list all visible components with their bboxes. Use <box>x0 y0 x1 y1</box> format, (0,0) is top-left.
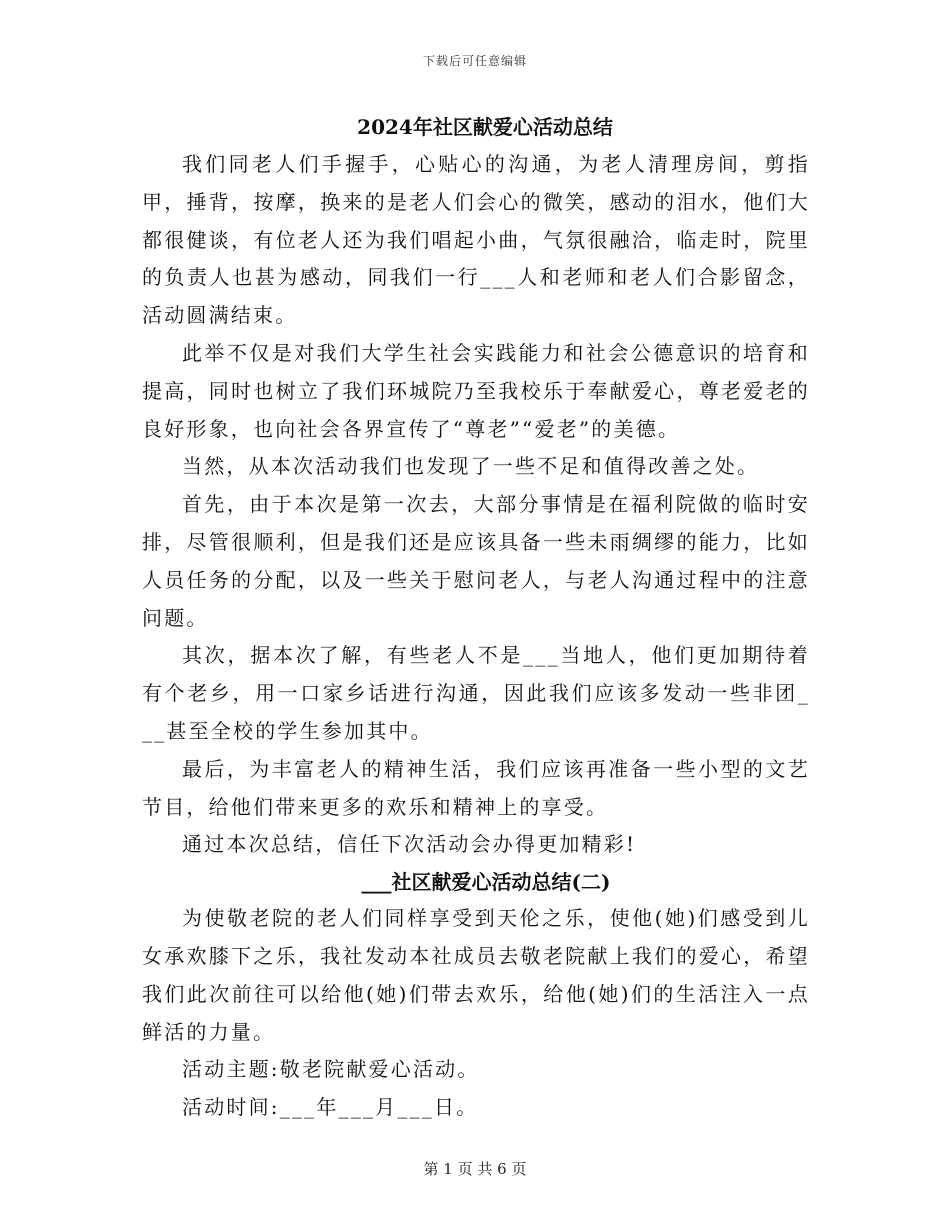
paragraph: 通过本次总结，信任下次活动会办得更加精彩! <box>182 832 637 857</box>
activity-time-line: 活动时间:___年___月___日。 <box>182 1095 479 1120</box>
document-body <box>142 108 810 1127</box>
paragraph: 此举不仅是对我们大学生社会实践能力和社会公德意识的培育和提高，同时也树立了我们环城院乃至我校乐于奉献爱心，尊老爱老的良好形象，也向社会各界宣传了“尊老”“爱老”的美德。 <box>142 340 810 441</box>
header-note: 下载后可任意编辑 <box>422 54 527 68</box>
paragraph: 其次，据本次了解，有些老人不是___当地人，他们更加期待着有个老乡，用一口家乡话进行沟通，因此我们应该多发动一些非团___甚至全校的学生参加其中。 <box>142 643 810 743</box>
section-title: ___社区献爱心活动总结(二) <box>361 870 611 895</box>
paragraph: 最后，为丰富老人的精神生活，我们应该再准备一些小型的文艺节目，给他们带来更多的欢乐和精神上的享受。 <box>142 756 810 819</box>
paragraph: 当然，从本次活动我们也发现了一些不足和值得改善之处。 <box>182 454 760 479</box>
page-number-footer: 第 1 页 共 6 页 <box>423 1160 527 1178</box>
document-title: 2024年社区献爱心活动总结 <box>357 115 613 139</box>
paragraph: 为使敬老院的老人们同样享受到天伦之乐，使他(她)们感受到儿女承欢膝下之乐，我社发动本社成员去敬老院献上我们的爱心，希望我们此次前往可以给他(她)们带去欢乐，给他(她)们的生活注入一点鲜活的力量。 <box>142 906 810 1044</box>
activity-theme-line: 活动主题:敬老院献爱心活动。 <box>182 1057 480 1082</box>
paragraph: 我们同老人们手握手，心贴心的沟通，为老人清理房间，剪指甲，捶背，按摩，换来的是老人们会心的微笑，感动的泪水，他们大都很健谈，有位老人还为我们唱起小曲，气氛很融洽，临走时，院里的负责人也甚为感动，同我们一行___人和老师和老人们合影留念，活动圆满结束。 <box>142 152 810 328</box>
paragraph: 首先，由于本次是第一次去，大部分事情是在福利院做的临时安排，尽管很顺利，但是我们还是应该具备一些未雨绸缪的能力，比如人员任务的分配，以及一些关于慰问老人，与老人沟通过程中的注意问题。 <box>142 492 810 630</box>
